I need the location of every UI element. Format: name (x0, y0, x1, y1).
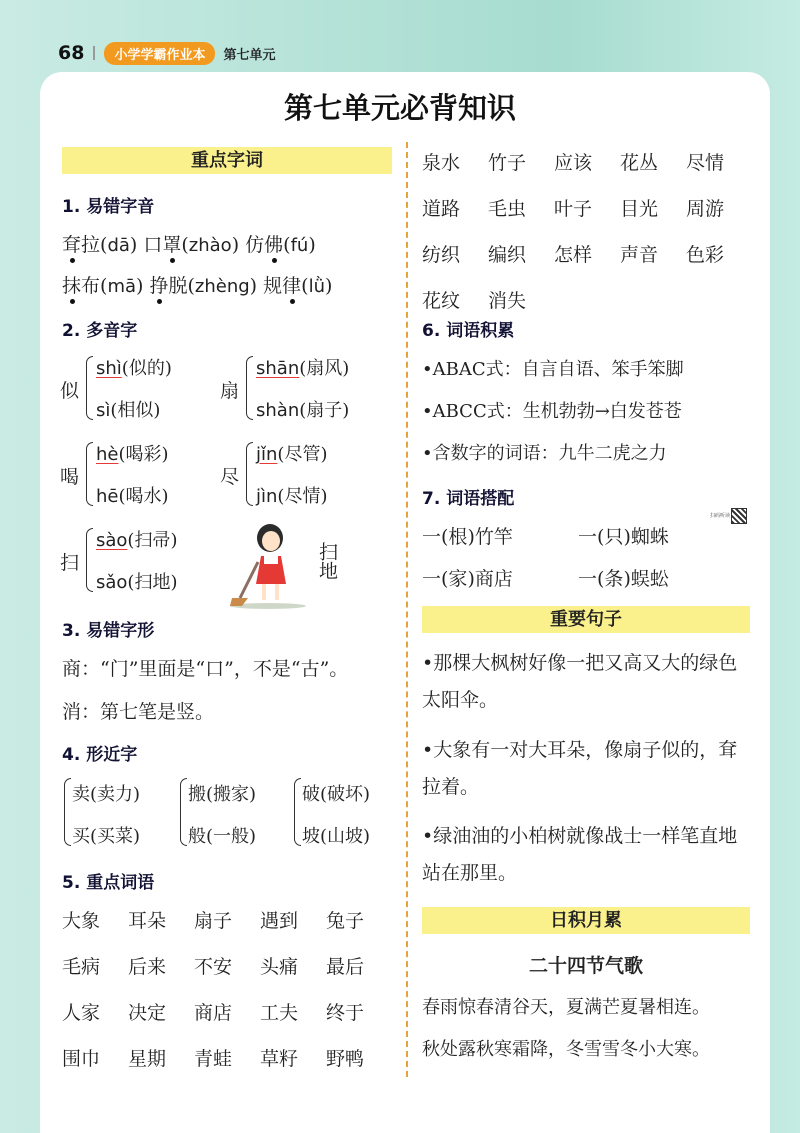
word: 叶子 (554, 198, 593, 220)
similar-char: 买(买菜) (72, 826, 141, 847)
word: 色彩 (686, 244, 725, 266)
blank-answer: 根 (448, 526, 468, 548)
similar-char: 般(一般) (188, 826, 257, 847)
word: 竹子 (488, 152, 527, 174)
poem-line-1: 春雨惊春清谷天，夏满芒夏暑相连。 (422, 997, 710, 1018)
word: 星期 (128, 1048, 167, 1070)
band-daily-accumulation: 日积月累 (422, 907, 750, 934)
word: 大象 (62, 910, 101, 932)
page-header (58, 40, 275, 66)
word: 道路 (422, 198, 461, 220)
polyphone-table (60, 352, 396, 606)
polyphone-char: 喝 (60, 466, 80, 488)
page-number: 68 (58, 42, 85, 64)
brace (246, 442, 253, 506)
polyphone-char: 扇 (220, 380, 240, 402)
word: 工夫 (260, 1002, 299, 1024)
word: 头痛 (260, 956, 299, 978)
pronunciation-line-1: 耷拉(dā) 口罩(zhào) 仿佛(fú) (62, 234, 316, 256)
heading-collocations: 7. 词语搭配 (422, 489, 515, 509)
brace (294, 778, 301, 846)
word: 终于 (326, 1002, 365, 1024)
brace (86, 442, 93, 506)
word: 商店 (194, 1002, 233, 1024)
word: 扇子 (194, 910, 233, 932)
sentence-1: •那棵大枫树好像一把又高又大的绿色太阳伞。 (422, 652, 738, 711)
poem-title: 二十四节气歌 (528, 955, 643, 977)
polyphone-reading: hè(喝彩) (96, 444, 169, 465)
blank-answer: 只 (604, 526, 624, 548)
polyphone-reading: jǐn(尽管) (256, 444, 328, 465)
word: 决定 (128, 1002, 167, 1024)
word: 最后 (326, 956, 365, 978)
similar-char: 搬(搬家) (188, 784, 257, 805)
word: 不安 (194, 956, 233, 978)
key-words-grid-left (62, 906, 392, 1071)
brace (86, 356, 93, 420)
girl-sweeping-illustration (228, 522, 310, 610)
word: 花纹 (422, 290, 461, 312)
accumulation-line-1: •ABAC式：自言自语、笨手笨脚 (422, 359, 684, 380)
glyph-line-2: 消：第七笔是竖。 (62, 701, 215, 723)
heading-word-accumulation: 6. 词语积累 (422, 321, 515, 341)
polyphone-reading: sào(扫帚) (96, 530, 178, 551)
accumulation-line-2: •ABCC式：生机勃勃→白发苍苍 (422, 401, 682, 422)
collocation-line-3: 一(家)商店 (422, 568, 513, 590)
polyphone-reading: shì(似的) (96, 358, 172, 379)
polyphone-char: 扫 (60, 552, 80, 574)
polyphone-char: 尽 (220, 466, 240, 488)
polyphone-reading: shān(扇风) (256, 358, 350, 379)
polyphone-reading: sì(相似) (96, 400, 161, 421)
band-key-words: 重点字词 (62, 147, 392, 174)
word: 草籽 (260, 1048, 299, 1070)
header-divider (93, 46, 95, 60)
collocation-line-2: 一(只)蜘蛛 (578, 526, 669, 548)
similar-char: 破(破坏) (302, 784, 371, 805)
word: 周游 (686, 198, 725, 220)
word: 后来 (128, 956, 167, 978)
word: 消失 (488, 290, 527, 312)
qr-label: 扫码听读 (710, 513, 731, 519)
sentence-3: •绿油油的小柏树就像战士一样笔直地站在那里。 (422, 825, 738, 884)
word: 声音 (620, 244, 659, 266)
unit-label: 第七单元 (223, 47, 276, 63)
polyphone-reading: shàn(扇子) (256, 400, 350, 421)
word: 野鸭 (326, 1048, 365, 1070)
word: 遇到 (260, 910, 299, 932)
polyphone-reading: sǎo(扫地) (96, 572, 178, 593)
column-divider (406, 142, 408, 1077)
word: 花丛 (620, 152, 659, 174)
band-sentences: 重要句子 (422, 606, 750, 633)
qr-code-icon[interactable] (731, 508, 747, 524)
collocation-line-4: 一(条)蜈蚣 (578, 568, 669, 590)
word: 毛病 (62, 956, 101, 978)
page-title: 第七单元必背知识 (283, 91, 516, 125)
word: 毛虫 (488, 198, 527, 220)
blank-answer: 条 (604, 568, 624, 590)
glyph-line-1: 商：“门”里面是“口”，不是“古”。 (62, 658, 349, 680)
brand-badge: 小学学霸作业本 (104, 42, 215, 65)
word: 纺织 (422, 244, 461, 266)
word: 兔子 (326, 910, 365, 932)
pronunciation-line-2: 抹布(mā) 挣脱(zhèng) 规律(lǜ) (62, 275, 333, 297)
key-words-grid-right (422, 148, 752, 313)
word: 青蛙 (194, 1048, 233, 1070)
accumulation-line-3: •含数字的词语：九牛二虎之力 (422, 443, 667, 464)
poem-line-2: 秋处露秋寒霜降，冬雪雪冬小大寒。 (422, 1039, 710, 1060)
sentence-2: •大象有一对大耳朵，像扇子似的，耷拉着。 (422, 739, 738, 798)
word: 编织 (488, 244, 527, 266)
heading-similar-chars: 4. 形近字 (62, 745, 138, 765)
brace (86, 528, 93, 592)
word: 怎样 (554, 244, 593, 266)
blank-answer: 家 (448, 568, 468, 590)
heading-pronunciation: 1. 易错字音 (62, 197, 155, 217)
heading-glyph-errors: 3. 易错字形 (62, 621, 155, 641)
polyphone-reading: hē(喝水) (96, 486, 169, 507)
illustration-caption: 扫地 (316, 542, 338, 580)
word: 应该 (554, 152, 593, 174)
word: 人家 (62, 1002, 101, 1024)
word: 目光 (620, 198, 659, 220)
polyphone-reading: jìn(尽情) (256, 486, 328, 507)
polyphone-char: 似 (60, 380, 80, 402)
similar-char: 卖(卖力) (72, 784, 141, 805)
brace (180, 778, 187, 846)
brace (246, 356, 253, 420)
collocation-line-1: 一(根)竹竿 (422, 526, 513, 548)
heading-key-words: 5. 重点词语 (62, 873, 155, 893)
heading-polyphones: 2. 多音字 (62, 321, 138, 341)
brace (64, 778, 71, 846)
word: 围巾 (62, 1048, 101, 1070)
similar-char: 坡(山坡) (302, 826, 371, 847)
word: 耳朵 (128, 910, 167, 932)
word: 泉水 (422, 152, 461, 174)
word: 尽情 (686, 152, 725, 174)
